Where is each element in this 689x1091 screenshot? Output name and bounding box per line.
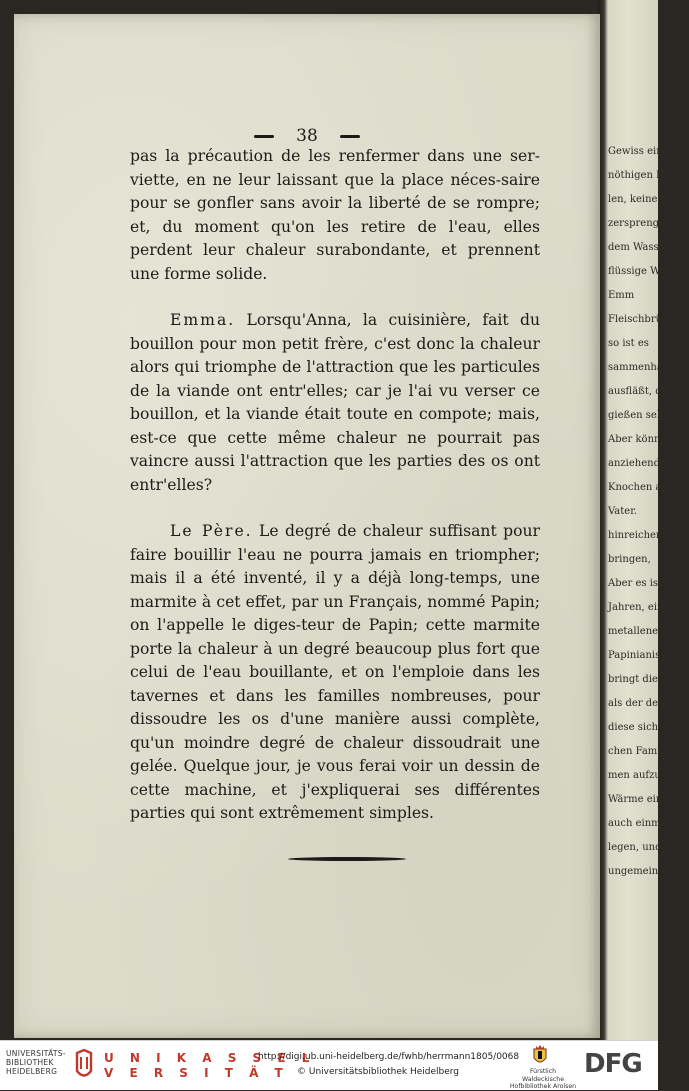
kassel-logo-icon [74, 1049, 94, 1081]
paragraph [130, 520, 540, 826]
speaker-name: Le Père. [170, 522, 253, 540]
text-line: l'ai vu verser ce bouillon, et la viande était [130, 381, 540, 423]
scrap-line: als der des [608, 698, 664, 709]
text-line: long-temps, une marmite à cet effet, par un [130, 569, 540, 611]
scrap-line: hinreichende [608, 530, 675, 541]
header-dash-left [254, 135, 274, 138]
scrap-line: len, keineswege [608, 194, 689, 205]
text-line: pour faire bouillir l'eau ne pourra jamais en [130, 522, 540, 564]
scrap-line: Wärme ein [608, 794, 663, 805]
scrap-line: legen, und [608, 842, 662, 853]
source-url-link[interactable]: http://digi.ub.uni-heidelberg.de/fwhb/herrmann1805/0068 [258, 1052, 520, 1062]
scrap-line: metallener [608, 626, 663, 637]
copyright-notice: © Universitätsbibliothek Heidelberg [297, 1067, 460, 1077]
scrap-line: Fleischbrühe [608, 314, 675, 325]
scrap-line: so ist es [608, 338, 649, 349]
dfg-logo: DFG [584, 1049, 642, 1079]
heidelberg-logo-text: UNIVERSITÄTS- BIBLIOTHEK HEIDELBERG [6, 1049, 66, 1076]
text-line: triompher; mais il a été inventé, il y a déjà [130, 545, 540, 587]
text-line: chaleur alors qui triomphe de l'attraction que [130, 334, 540, 376]
scrap-line: diese sich [608, 722, 659, 733]
text-line: chaleur ne pourrait pas vaincre aussi l'attraction [130, 428, 540, 470]
footer-bar [0, 1040, 658, 1090]
scrap-line: Emm [608, 290, 635, 301]
text-line: toute en compote; mais, est-ce que cette même [130, 405, 540, 447]
scrap-line: Aber können [608, 434, 673, 445]
scrap-line: anziehende K [608, 458, 677, 469]
paragraph [130, 309, 540, 497]
scrap-line: Knochen auf [608, 482, 672, 493]
scrap-line: flüssige Wär [608, 266, 671, 277]
text-line: un degré beaucoup plus fort que celui de l'eau [130, 639, 541, 681]
text-line: que les parties des os ont entr'elles? [130, 452, 541, 494]
arolsen-library-text: Fürstlich Waldeckische Hofbibliothek Arolsen [509, 1068, 577, 1090]
text-line: Le degré de chaleur suffisant [259, 522, 504, 540]
text-line: viette, en ne leur laissant que la place néces- [130, 170, 502, 189]
scrap-line: Vater. [608, 506, 638, 517]
scrap-line: Aber es ist [608, 578, 663, 589]
text-line: teur de Papin; cette marmite porte la chaleur à [130, 616, 540, 658]
text-line: rompre; et, du moment qu'on les retire de [130, 194, 540, 236]
header-dash-right [340, 135, 360, 138]
body-text [130, 145, 540, 826]
scrap-line: nöthigen Raum [608, 170, 686, 181]
text-line: les os d'une manière aussi complète, qu'un [130, 710, 541, 752]
text-line: Quelque jour, je vous ferai voir un dessin de [183, 757, 540, 775]
facing-page-scrap [608, 140, 689, 880]
scrap-line: auch einmal [608, 818, 670, 829]
text-line: dans les familles nombreuses, pour dissoudre [130, 686, 540, 728]
text-line: parties qui sont extrêmement simples. [130, 804, 435, 822]
scrap-line: Papinianisch [608, 650, 673, 661]
page-number: 38 [296, 126, 318, 146]
scrap-line: bringen, [608, 554, 651, 565]
scrap-line: ausfläßt, d [608, 386, 662, 397]
kassel-line-2: V E R S I T Ä T [104, 1066, 289, 1080]
text-line: bouillante, et on l'emploie dans les tavernes et [130, 663, 540, 705]
text-line: Lorsqu'Anna, la cuisinière, fait [246, 311, 520, 329]
waldeck-crest-icon [532, 1045, 548, 1067]
text-line: du bouillon pour mon petit frère, c'est donc la [130, 311, 540, 353]
scrap-line: Jahren, ein [608, 602, 664, 613]
text-line: les particules de la viande ont entr'elles; car je [130, 358, 540, 400]
text-line: l'eau, elles perdent leur chaleur surabondante, [130, 217, 540, 259]
closing-rule [288, 857, 406, 861]
scrap-line: ungemein e [608, 866, 668, 877]
page-header [14, 126, 600, 146]
scrap-line: Gewiss eingef [608, 146, 679, 157]
scrap-line: gießen sehen [608, 410, 676, 421]
text-line: moindre degré de chaleur dissoudrait une gelée. [130, 733, 541, 775]
text-line: saire pour se gonfler sans avoir la liberté de se [130, 170, 540, 212]
text-line: cette machine, et j'expliquerai ses différentes [130, 780, 540, 799]
speaker-name: Emma. [170, 311, 236, 329]
kassel-line-1: U N I K A S S E L [104, 1051, 316, 1065]
scrap-line: dem Wasser [608, 242, 670, 253]
text-line: Français, nommé Papin; on l'appelle le diges- [130, 592, 540, 634]
scrap-line: bringt die [608, 674, 658, 685]
text-line: pas la précaution de les renfermer dans une ser- [130, 147, 540, 165]
scrap-line: chen Familie [608, 746, 673, 757]
scrap-line: zersprengen. S [608, 218, 685, 229]
text-line: et prennent une forme solide. [130, 241, 540, 283]
paragraph [130, 145, 540, 286]
scrap-line: men aufzu [608, 770, 661, 781]
scrap-line: sammenhang [608, 362, 676, 373]
